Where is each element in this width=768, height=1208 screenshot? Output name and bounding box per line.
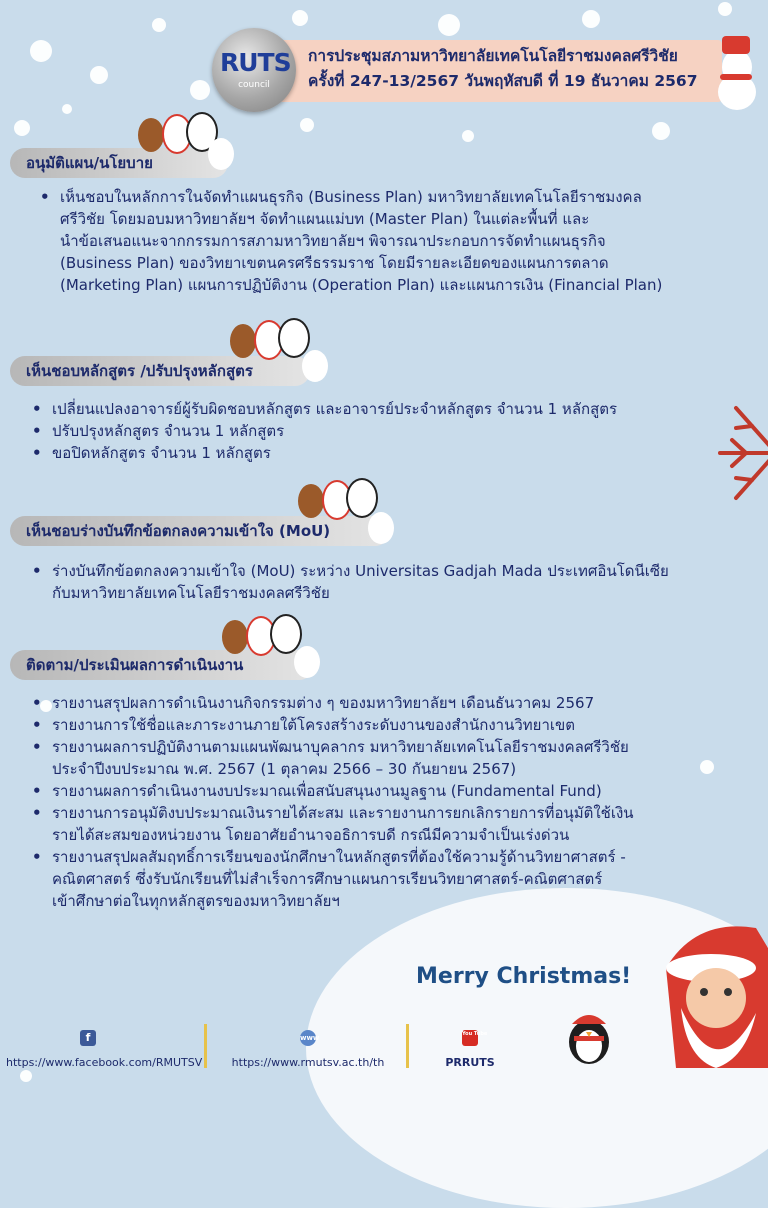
list-item: • รายงานสรุปผลสัมฤทธิ์การเรียนของนักศึกษาในหลักสูตรที่ต้องใช้ความรู้ด้านวิทยาศาสตร์ - คณิตศาสตร์ ซึ่งรับนักเรียนที่ไม่สำเร็จการศึกษาแผนการเรียนวิทยาศาสตร์-คณิตศาสตร์ เข้าศึกษาต่อในทุกหลักสูตรของมหาวิทยาลัยฯ (28, 846, 758, 912)
list-item: • รายงานการใช้ชื่อและภาระงานภายใต้โครงสร้างระดับงานของสำนักงานวิทยาเขต (28, 714, 758, 736)
section-title-curriculum: เห็นชอบหลักสูตร /ปรับปรุงหลักสูตร (10, 356, 310, 386)
header (212, 28, 722, 108)
meeting-title-line2: ครั้งที่ 247-13/2567 วันพฤหัสบดี ที่ 19 ธันวาคม 2567 (308, 72, 698, 90)
penguin-icon (560, 1006, 618, 1066)
list-item: • เปลี่ยนแปลงอาจารย์ผู้รับผิดชอบหลักสูตร และอาจารย์ประจำหลักสูตร จำนวน 1 หลักสูตร (28, 398, 748, 420)
web-icon: www (300, 1030, 316, 1046)
logo-subtext: council (238, 80, 270, 90)
christmas-characters-icon (222, 612, 326, 680)
footer-youtube[interactable] (440, 1030, 500, 1069)
youtube-icon: You Tube (462, 1030, 478, 1046)
meeting-title-line1: การประชุมสภามหาวิทยาลัยเทคโนโลยีราชมงคลศรีวิชัย (308, 47, 678, 65)
list-item: • เห็นชอบในหลักการในจัดทำแผนธุรกิจ (Business Plan) มหาวิทยาลัยเทคโนโลยีราชมงคล ศรีวิชัย โดยมอบมหาวิทยาลัยฯ จัดทำแผนแม่บท (Master Plan) ในแต่ละพื้นที่ และ นำข้อเสนอแนะจากกรรมการสภามหาวิทยาลัยฯ พิจารณาประกอบการจัดทำแผนธุรกิจ (Business Plan) ของวิทยาเขตนครศรีธรรมราช โดยมีรายละเอียดของแผนการตลาด (Marketing Plan) แผนการปฏิบัติงาน (Operation Plan) และแผนการเงิน (Financial Plan) (36, 186, 756, 296)
christmas-characters-icon (298, 476, 402, 544)
list-item: • ปรับปรุงหลักสูตร จำนวน 1 หลักสูตร (28, 420, 748, 442)
facebook-link[interactable]: https://www.facebook.com/RMUTSV (6, 1056, 203, 1069)
snowflake-icon (716, 388, 768, 518)
christmas-characters-icon (138, 110, 238, 172)
facebook-icon: f (80, 1030, 96, 1046)
section-list-evaluation (28, 692, 758, 912)
footer-website[interactable] (222, 1030, 394, 1069)
list-item: • รายงานผลการปฏิบัติงานตามแผนพัฒนาบุคลากร มหาวิทยาลัยเทคโนโลยีราชมงคลศรีวิชัย ประจำปีงบประมาณ พ.ศ. 2567 (1 ตุลาคม 2566 – 30 กันยายน 2567) (28, 736, 758, 780)
section-list-policy (36, 186, 756, 296)
youtube-channel[interactable]: PRRUTS (445, 1056, 495, 1069)
section-title-mou: เห็นชอบร่างบันทึกข้อตกลงความเข้าใจ (MoU) (10, 516, 390, 546)
logo-text: RUTS (220, 48, 291, 77)
christmas-characters-icon (230, 316, 334, 384)
list-item: • ร่างบันทึกข้อตกลงความเข้าใจ (MoU) ระหว่าง Universitas Gadjah Mada ประเทศอินโดนีเซีย กับมหาวิทยาลัยเทคโนโลยีราชมงคลศรีวิชัย (28, 560, 758, 604)
footer-facebook[interactable] (6, 1030, 203, 1069)
section-list-curriculum (28, 398, 748, 464)
footer-separator (204, 1024, 207, 1068)
merry-christmas-text: Merry Christmas! (416, 964, 632, 989)
meeting-title (308, 44, 718, 94)
ruts-council-logo (212, 28, 296, 112)
snowman-icon (716, 28, 756, 108)
list-item: • ขอปิดหลักสูตร จำนวน 1 หลักสูตร (28, 442, 748, 464)
santa-icon (656, 918, 768, 1068)
list-item: • รายงานการอนุมัติงบประมาณเงินรายได้สะสม และรายงานการยกเลิกรายการที่อนุมัติใช้เงิน รายได้สะสมของหน่วยงาน โดยอาศัยอำนาจอธิการบดี กรณีมีความจำเป็นเร่งด่วน (28, 802, 758, 846)
section-title-policy: อนุมัติแผน/นโยบาย (10, 148, 228, 178)
footer-separator (406, 1024, 409, 1068)
list-item: • รายงานสรุปผลการดำเนินงานกิจกรรมต่าง ๆ ของมหาวิทยาลัยฯ เดือนธันวาคม 2567 (28, 692, 758, 714)
website-link[interactable]: https://www.rmutsv.ac.th/th (231, 1056, 385, 1069)
section-list-mou (28, 560, 758, 604)
list-item: • รายงานผลการดำเนินงานงบประมาณเพื่อสนับสนุนงานมูลฐาน (Fundamental Fund) (28, 780, 758, 802)
section-title-evaluation: ติดตาม/ประเมินผลการดำเนินงาน (10, 650, 314, 680)
